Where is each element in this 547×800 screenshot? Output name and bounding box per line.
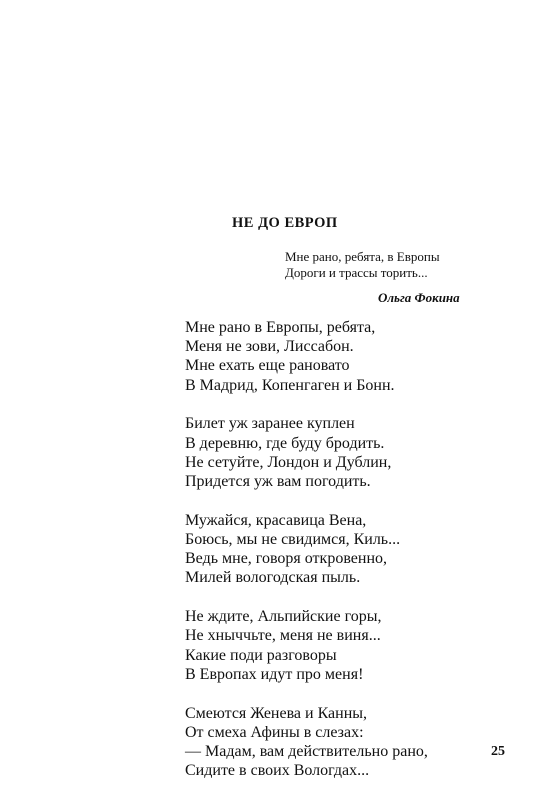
poem-line: От смеха Афины в слезах: <box>185 723 364 741</box>
stanza <box>185 607 428 684</box>
poem-title: НЕ ДО ЕВРОП <box>232 215 338 231</box>
epigraph-author: Ольга Фокина <box>378 290 460 305</box>
poem-line: В Мадрид, Копенгаген и Бонн. <box>185 376 395 394</box>
poem-line: Меня не зови, Лиссабон. <box>185 338 354 356</box>
poem-line: Боюсь, мы не свидимся, Киль... <box>185 531 401 549</box>
poem-line: Милей вологодская пыль. <box>185 569 361 587</box>
poem-line: Сидите в своих Вологдах... <box>185 762 370 780</box>
poem-line: Придется уж вам погодить. <box>185 473 371 491</box>
poem-line: Какие поди разговоры <box>185 646 337 664</box>
stanza <box>185 318 428 395</box>
poem-line: Ведь мне, говоря откровенно, <box>185 550 387 568</box>
epigraph-line: Дороги и трассы торить... <box>285 265 428 280</box>
poem-line: В Европах идут про меня! <box>185 665 364 683</box>
poem-line: Мне рано в Европы, ребята, <box>185 319 376 336</box>
epigraph <box>285 249 440 281</box>
poem-line: Смеются Женева и Канны, <box>185 704 368 722</box>
stanza <box>185 414 428 491</box>
poem-line: Не сетуйте, Лондон и Дублин, <box>185 453 392 471</box>
poem-line: Не ждите, Альпийские горы, <box>185 608 382 626</box>
stanza <box>185 511 428 588</box>
stanza <box>185 704 428 781</box>
page-number: 25 <box>491 744 505 759</box>
poem-line: В деревню, где буду бродить. <box>185 434 385 452</box>
epigraph-line: Мне рано, ребята, в Европы <box>285 249 440 264</box>
poem-line: Мне ехать еще рановато <box>185 357 350 375</box>
poem-body <box>185 318 428 800</box>
poem-line: Билет уж заранее куплен <box>185 415 355 433</box>
poem-line: Мужайся, красавица Вена, <box>185 511 367 529</box>
poem-line: Не хныччьте, меня не виня... <box>185 627 381 645</box>
poem-line: — Мадам, вам действительно рано, <box>185 743 428 761</box>
